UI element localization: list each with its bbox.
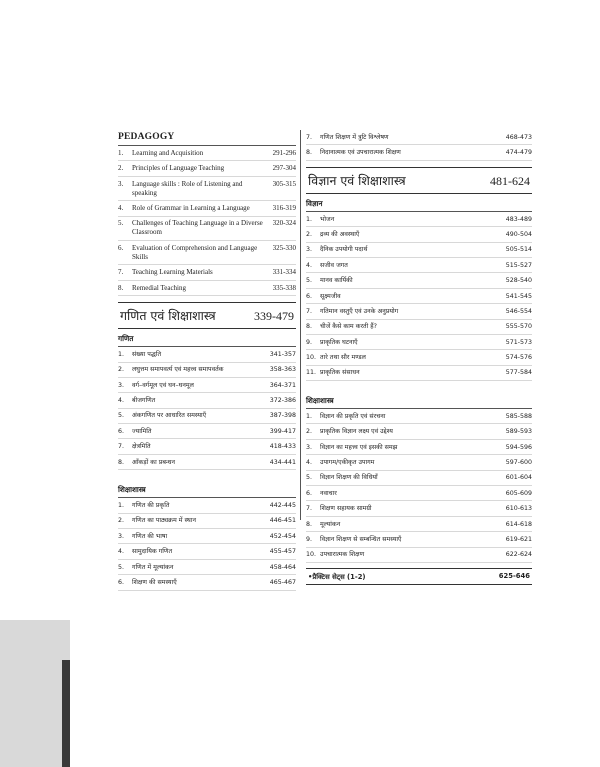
toc-item-number: 7. — [306, 133, 313, 141]
toc-item-title: नवाचार — [320, 489, 337, 497]
toc-item-title: Evaluation of Comprehension and Language Skills — [132, 243, 258, 261]
science-pedagogy-subheading: शिक्षाशास्त्र — [306, 393, 532, 409]
toc-item-title: मानव कार्यिकी — [320, 277, 353, 285]
toc-row — [118, 575, 296, 590]
science-section-header — [306, 167, 532, 194]
toc-row — [306, 289, 532, 304]
page-edge-dark-strip — [62, 660, 70, 767]
toc-item-title: गणित में मूल्यांकन — [132, 563, 174, 571]
page-edge-gray-block — [0, 620, 70, 767]
toc-item-title: विज्ञान शिक्षण से सम्बन्धित समस्याएँ — [320, 536, 402, 543]
toc-item-number: 7. — [306, 307, 313, 315]
toc-item-number: 4. — [118, 397, 125, 405]
pedagogy-list — [118, 145, 296, 296]
toc-row — [306, 227, 532, 242]
toc-row — [306, 424, 532, 439]
toc-item-title: दैनिक उपयोगी पदार्थ — [320, 246, 368, 254]
toc-item-title: ज्यामिति — [132, 427, 152, 435]
toc-item-number: 1. — [306, 412, 313, 420]
toc-item-title: सामुदायिक गणित — [132, 548, 173, 556]
toc-item-pages: 597-600 — [505, 459, 532, 467]
toc-item-number: 3. — [118, 179, 124, 188]
toc-row — [306, 350, 532, 365]
toc-item-number: 6. — [118, 427, 125, 435]
toc-item-title: गणित की प्रकृति — [132, 502, 170, 510]
toc-item-title: Learning and Acquisition — [132, 148, 204, 157]
toc-row — [118, 409, 296, 424]
toc-item-number: 7. — [118, 268, 124, 277]
toc-item-title: निदानात्मक एवं उपचारात्मक शिक्षण — [320, 149, 401, 157]
toc-item-title: मूल्यांकन — [320, 520, 341, 528]
toc-row — [118, 201, 296, 216]
toc-item-title: Remedial Teaching — [132, 283, 187, 292]
toc-item-number: 1. — [306, 215, 313, 223]
toc-item-number: 7. — [306, 505, 313, 513]
toc-item-title: लघुत्तम समापवर्त्य एवं महत्त्व समापवर्तक — [132, 366, 224, 374]
toc-item-pages: 458-464 — [269, 563, 296, 571]
science-subheading: विज्ञान — [306, 196, 532, 212]
practice-sets-label: •प्रैक्टिस सेट्स (1-2) — [308, 572, 366, 581]
toc-item-pages: 601-604 — [505, 474, 532, 482]
toc-item-title: क्षेत्रमिति — [132, 443, 151, 451]
science-range: 481-624 — [490, 173, 530, 188]
toc-item-pages: 387-398 — [269, 412, 296, 420]
toc-item-title: गणित शिक्षण में त्रुटि विश्लेषण — [320, 133, 389, 141]
toc-item-pages: 364-371 — [269, 381, 296, 389]
toc-item-pages: 610-613 — [505, 505, 532, 513]
toc-row — [306, 258, 532, 273]
toc-item-title: प्राकृतिक विज्ञान लक्ष्य एवं उद्देश्य — [320, 428, 393, 436]
practice-sets-row — [306, 568, 532, 585]
toc-item-pages: 320-324 — [272, 219, 296, 228]
toc-row — [306, 440, 532, 455]
toc-row — [306, 145, 532, 160]
math-list — [118, 347, 296, 470]
toc-item-title: प्राकृतिक घटनाएँ — [320, 338, 358, 346]
toc-item-pages: 372-386 — [269, 397, 296, 405]
math-pedagogy-subheading: शिक्षाशास्त्र — [118, 482, 296, 498]
toc-item-number: 5. — [118, 219, 124, 228]
toc-item-number: 6. — [118, 579, 125, 586]
toc-item-number: 4. — [118, 548, 125, 556]
toc-item-title: Challenges of Teaching Language in a Diverse Classroom — [132, 219, 263, 237]
toc-item-title: उपागम/एकीकृत उपागम — [320, 459, 375, 467]
toc-row — [306, 532, 532, 547]
toc-row — [306, 366, 532, 381]
toc-item-title: सजीव जगत — [320, 261, 348, 269]
toc-row — [306, 273, 532, 288]
toc-item-number: 7. — [118, 443, 125, 451]
left-column — [118, 132, 296, 591]
toc-item-number: 4. — [306, 261, 313, 269]
toc-row — [306, 130, 532, 145]
toc-item-title: Role of Grammar in Learning a Language — [132, 203, 250, 212]
toc-item-pages: 455-457 — [269, 548, 296, 556]
toc-item-pages: 515-527 — [505, 261, 532, 269]
toc-item-pages: 571-573 — [505, 338, 532, 346]
toc-item-title: प्राकृतिक संसाधन — [320, 369, 360, 377]
toc-item-pages: 555-570 — [505, 323, 532, 331]
toc-item-title: बीजगणित — [132, 397, 156, 405]
toc-item-pages: 442-445 — [269, 502, 296, 510]
toc-row — [306, 486, 532, 501]
toc-item-pages: 622-624 — [505, 551, 532, 559]
toc-item-pages: 418-433 — [269, 443, 296, 451]
toc-row — [118, 146, 296, 161]
toc-item-number: 9. — [306, 338, 313, 346]
toc-item-pages: 605-609 — [505, 489, 532, 497]
toc-row — [118, 363, 296, 378]
toc-item-number: 3. — [306, 246, 313, 254]
toc-item-number: 6. — [306, 292, 313, 300]
column-divider — [300, 130, 301, 520]
toc-item-pages: 483-489 — [505, 215, 532, 223]
right-column — [306, 130, 532, 585]
toc-row — [306, 304, 532, 319]
toc-item-pages: 341-357 — [269, 350, 296, 358]
toc-item-pages: 594-596 — [505, 443, 532, 451]
toc-row — [118, 265, 296, 280]
toc-row — [306, 548, 532, 563]
toc-item-number: 3. — [118, 532, 125, 540]
toc-item-number: 3. — [306, 443, 313, 451]
toc-item-title: विज्ञान का महत्त्व एवं इसकी समझ — [320, 443, 398, 451]
toc-item-title: भोजन — [320, 215, 335, 223]
toc-row — [118, 217, 296, 241]
toc-row — [118, 393, 296, 408]
toc-item-number: 5. — [306, 277, 313, 285]
toc-item-title: Principles of Language Teaching — [132, 164, 225, 173]
toc-row — [118, 378, 296, 393]
toc-item-pages: 358-363 — [269, 366, 296, 374]
toc-item-number: 6. — [118, 243, 124, 252]
toc-row — [118, 498, 296, 513]
toc-item-pages: 446-451 — [269, 517, 296, 525]
toc-item-title: Language skills : Role of Listening and speaking — [132, 179, 243, 197]
toc-row — [118, 347, 296, 362]
toc-item-title: सूक्ष्मजीव — [320, 292, 341, 300]
toc-row — [306, 517, 532, 532]
toc-item-pages: 452-454 — [269, 532, 296, 540]
toc-item-number: 8. — [306, 520, 313, 528]
toc-item-number: 10. — [306, 551, 317, 559]
toc-item-title: आँकड़ों का प्रबन्धन — [132, 458, 176, 466]
toc-item-title: द्रव्य की अवस्थाएँ — [320, 230, 360, 238]
toc-row — [306, 471, 532, 486]
toc-item-number: 1. — [118, 148, 124, 157]
science-list — [306, 212, 532, 381]
toc-item-pages: 316-319 — [272, 203, 296, 212]
toc-row — [118, 514, 296, 529]
toc-row — [118, 424, 296, 439]
toc-item-number: 2. — [306, 230, 313, 238]
toc-row — [306, 320, 532, 335]
toc-item-number: 5. — [118, 563, 125, 571]
toc-row — [118, 544, 296, 559]
toc-item-title: शिक्षण की समस्याएँ — [132, 579, 177, 586]
toc-row — [118, 161, 296, 176]
toc-item-pages: 585-588 — [505, 412, 532, 420]
science-pedagogy-list — [306, 409, 532, 563]
toc-item-title: उपचारात्मक शिक्षण — [320, 551, 365, 559]
toc-item-title: अंकगणित पर आधारित समस्याएँ — [132, 412, 207, 420]
toc-row — [118, 439, 296, 454]
math-pedagogy-list-continued — [306, 130, 532, 161]
toc-item-pages: 614-618 — [505, 520, 532, 528]
toc-item-number: 4. — [118, 203, 124, 212]
science-title: विज्ञान एवं शिक्षाशास्त्र — [308, 172, 406, 188]
toc-item-number: 8. — [118, 283, 124, 292]
toc-item-pages: 325-330 — [272, 243, 296, 252]
toc-item-pages: 465-467 — [269, 579, 296, 586]
toc-item-number: 3. — [118, 381, 125, 389]
toc-row — [306, 212, 532, 227]
toc-item-number: 2. — [118, 366, 125, 374]
toc-item-number: 1. — [118, 502, 125, 510]
toc-item-number: 6. — [306, 489, 313, 497]
toc-item-number: 2. — [306, 428, 313, 436]
toc-item-title: गणित की भाषा — [132, 532, 168, 540]
toc-row — [306, 243, 532, 258]
toc-item-pages: 528-540 — [505, 277, 532, 285]
toc-row — [306, 455, 532, 470]
math-subheading: गणित — [118, 331, 296, 347]
toc-row — [306, 335, 532, 350]
toc-item-pages: 468-473 — [505, 133, 532, 141]
toc-item-pages: 619-621 — [505, 536, 532, 543]
math-title: गणित एवं शिक्षाशास्त्र — [120, 308, 216, 324]
toc-item-number: 8. — [118, 458, 125, 466]
toc-item-number: 11. — [306, 369, 317, 377]
toc-item-pages: 297-304 — [272, 164, 296, 173]
toc-item-pages: 505-514 — [505, 246, 532, 254]
toc-item-number: 5. — [118, 412, 125, 420]
toc-row — [118, 281, 296, 296]
toc-item-pages: 331-334 — [272, 268, 296, 277]
toc-row — [118, 241, 296, 265]
toc-item-number: 2. — [118, 164, 124, 173]
math-range: 339-479 — [254, 309, 294, 324]
toc-row — [118, 560, 296, 575]
toc-item-pages: 474-479 — [505, 149, 532, 157]
toc-row — [306, 409, 532, 424]
toc-row — [118, 177, 296, 201]
toc-item-number: 1. — [118, 350, 125, 358]
toc-item-pages: 574-576 — [505, 354, 532, 362]
toc-item-number: 8. — [306, 323, 313, 331]
toc-item-title: चीजें कैसे काम करती हैं? — [320, 323, 377, 331]
toc-item-pages: 589-593 — [505, 428, 532, 436]
toc-item-number: 2. — [118, 517, 125, 525]
toc-item-number: 5. — [306, 474, 313, 482]
toc-item-pages: 546-554 — [505, 307, 532, 315]
toc-item-pages: 434-441 — [269, 458, 296, 466]
toc-item-pages: 291-296 — [272, 148, 296, 157]
practice-sets-range: 625-646 — [498, 571, 530, 580]
toc-item-title: गणित का पाठ्यक्रम में स्थान — [132, 517, 196, 525]
toc-item-title: विज्ञान की प्रकृति एवं संरचना — [320, 412, 386, 420]
toc-item-number: 8. — [306, 149, 313, 157]
toc-item-number: 10. — [306, 354, 317, 362]
toc-item-title: तारे तथा सौर मण्डल — [320, 354, 366, 362]
toc-item-pages: 490-504 — [505, 230, 532, 238]
toc-item-title: वर्ग–वर्गमूल एवं घन–घनमूल — [132, 381, 194, 389]
toc-row — [118, 455, 296, 470]
toc-item-number: 9. — [306, 536, 313, 543]
toc-item-pages: 305-315 — [272, 179, 296, 188]
toc-item-pages: 541-545 — [505, 292, 532, 300]
toc-item-number: 4. — [306, 459, 313, 467]
toc-item-pages: 335-338 — [272, 283, 296, 292]
toc-item-title: विज्ञान शिक्षण की विधियाँ — [320, 474, 378, 482]
math-section-header — [118, 302, 296, 329]
math-pedagogy-list — [118, 498, 296, 590]
toc-item-title: संख्या पद्धति — [132, 350, 162, 358]
toc-item-pages: 399-417 — [269, 427, 296, 435]
toc-item-title: शिक्षण सहायक सामग्री — [320, 505, 372, 513]
toc-item-pages: 577-584 — [505, 369, 532, 377]
toc-row — [118, 529, 296, 544]
toc-item-title: गतिमान वस्तुएँ एवं उनके अनुप्रयोग — [320, 307, 399, 315]
toc-row — [306, 501, 532, 516]
toc-item-title: Teaching Learning Materials — [132, 268, 213, 277]
pedagogy-title: PEDAGOGY — [118, 132, 175, 142]
